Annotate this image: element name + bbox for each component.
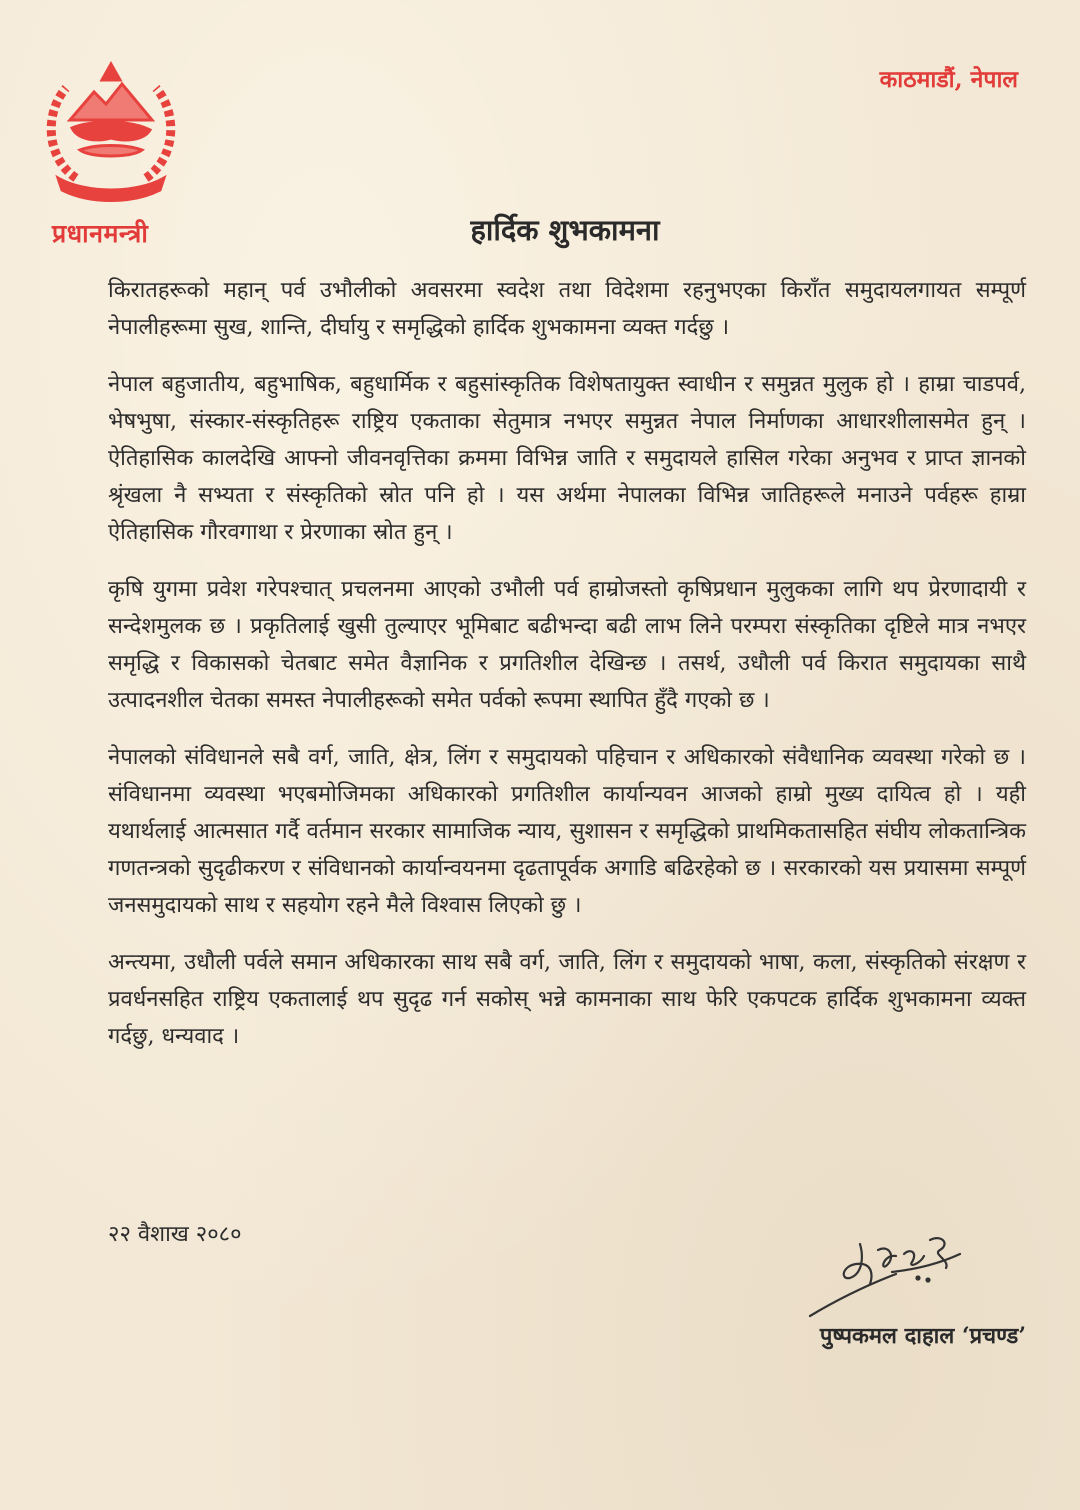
paragraph: अन्त्यमा, उधौली पर्वले समान अधिकारका साथ सबै वर्ग, जाति, लिंग र समुदायको भाषा, कला, संस्कृतिको संरक्षण र प्रवर्धनसहित राष्ट्रिय एकतालाई थप सुदृढ गर्न सकोस् भन्ने कामनाका साथ फेरि एकपटक हार्दिक शुभकामना व्यक्त गर्दछु, धन्यवाद । (108, 950, 1026, 1049)
handwritten-signature (800, 1214, 1020, 1324)
letter-body (108, 272, 1026, 1075)
signer-name: पुष्पकमल दाहाल ‘प्रचण्ड’ (819, 1323, 1026, 1349)
letter-date: २२ वैशाख २०८० (108, 1222, 242, 1247)
paragraph: नेपालको संविधानले सबै वर्ग, जाति, क्षेत्र, लिंग र समुदायको पहिचान र अधिकारको संवैधानिक व्यवस्था गरेको छ । संविधानमा व्यवस्था भएबमोजिमका अधिकारको प्रगतिशील कार्यान्यवन आजको हाम्रो मुख्य दायित्व हो । यही यथार्थलाई आत्मसात गर्दै वर्तमान सरकार सामाजिक न्याय, सुशासन र समृद्धिको प्राथमिकतासहित संघीय लोकतान्त्रिक गणतन्त्रको सुदृढीकरण र संविधानको कार्यान्वयनमा दृढतापूर्वक अगाडि बढिरहेको छ । सरकारको यस प्रयासमा सम्पूर्ण जनसमुदायको साथ र सहयोग रहने मैले विश्वास लिएको छु । (108, 745, 1026, 918)
nepal-emblem-icon (36, 58, 186, 208)
location-label: काठमाडौं, नेपाल (879, 66, 1018, 93)
paragraph: कृषि युगमा प्रवेश गरेपश्चात् प्रचलनमा आएको उभौली पर्व हाम्रोजस्तो कृषिप्रधान मुलुकका लागि थप प्रेरणादायी र सन्देशमुलक छ । प्रकृतिलाई खुसी तुल्याएर भूमिबाट बढीभन्दा बढी लाभ लिने परम्परा संस्कृतिका दृष्टिले मात्र नभएर समृद्धि र विकासको चेतबाट समेत वैज्ञानिक र प्रगतिशील देखिन्छ । तसर्थ, उधौली पर्व किरात समुदायका साथै उत्पादनशील चेतका समस्त नेपालीहरूको समेत पर्वको रूपमा स्थापित हुँदै गएको छ । (108, 577, 1026, 713)
office-title: प्रधानमन्त्री (52, 219, 149, 248)
paragraph: किरातहरूको महान् पर्व उभौलीको अवसरमा स्वदेश तथा विदेशमा रहनुभएका किराँत समुदायलगायत सम्पूर्ण नेपालीहरूमा सुख, शान्ति, दीर्घायु र समृद्धिको हार्दिक शुभकामना व्यक्त गर्दछु । (108, 278, 1026, 340)
letter-title: हार्दिक शुभकामना (470, 213, 660, 247)
paragraph: नेपाल बहुजातीय, बहुभाषिक, बहुधार्मिक र बहुसांस्कृतिक विशेषतायुक्त स्वाधीन र समुन्नत मुलुक हो । हाम्रा चाडपर्व, भेषभुषा, संस्कार-संस्कृतिहरू राष्ट्रिय एकताका सेतुमात्र नभएर समुन्नत नेपाल निर्माणका आधारशीलासमेत हुन् । ऐतिहासिक कालदेखि आफ्नो जीवनवृत्तिका क्रममा विभिन्न जाति र समुदायले हासिल गरेका अनुभव र प्राप्त ज्ञानको श्रृंखला नै सभ्यता र संस्कृतिको स्रोत पनि हो । यस अर्थमा नेपालका विभिन्न जातिहरूले मनाउने पर्वहरू हाम्रा ऐतिहासिक गौरवगाथा र प्रेरणाका स्रोत हुन् । (108, 372, 1026, 545)
